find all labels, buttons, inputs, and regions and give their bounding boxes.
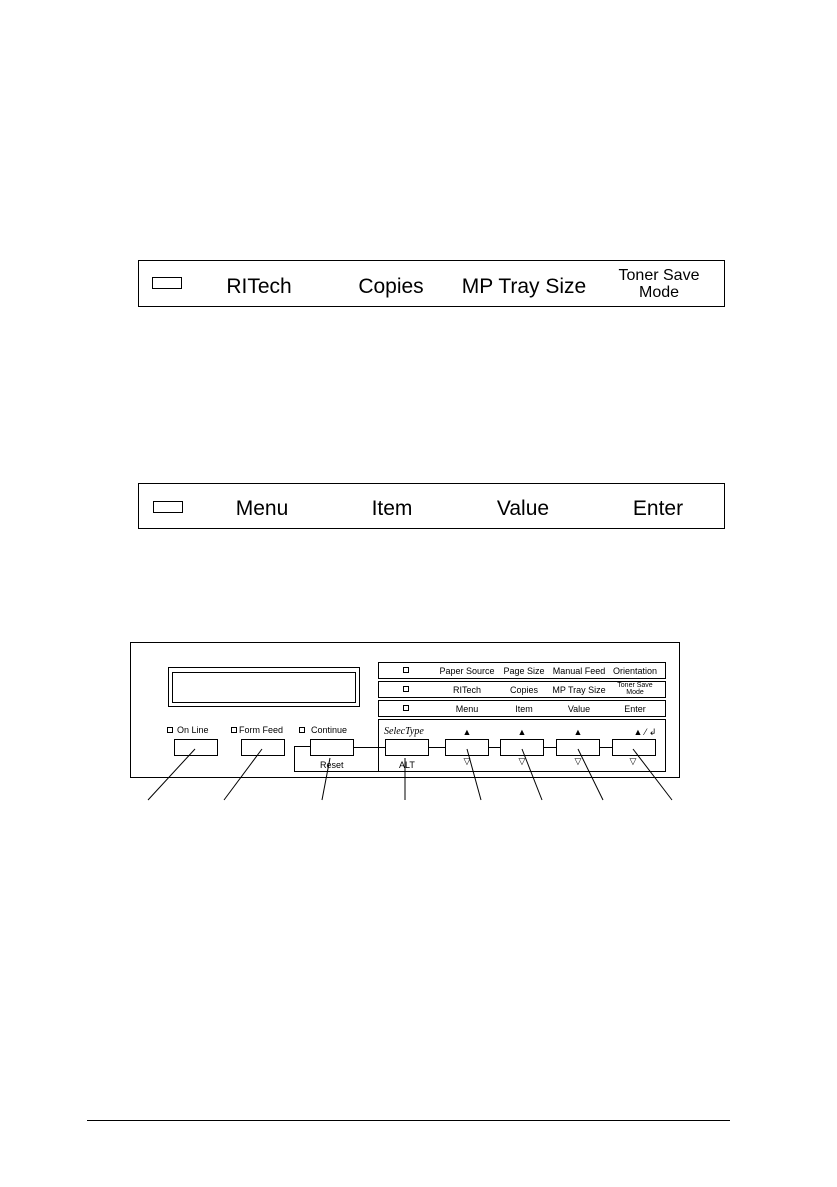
leader-line [148, 749, 195, 800]
row3-label: Enter [624, 704, 646, 714]
down-arrow-icon: ▽ [463, 756, 471, 766]
down-arrow-icon: ▽ [574, 756, 582, 766]
up-arrow-icon: ▲ [573, 727, 583, 737]
strip-label-mp-tray-size: MP Tray Size [461, 275, 587, 298]
leader-line [224, 749, 262, 800]
strip-label-enter: Enter [632, 497, 684, 520]
row3-label: Menu [455, 704, 479, 714]
up-arrow-icon: ▲ [517, 727, 527, 737]
strip-label-copies: Copies [358, 275, 424, 298]
strip-label-menu: Menu [235, 497, 289, 520]
row2-label: RITech [452, 685, 482, 695]
strip-label-toner-save-mode: Toner Save Mode [618, 267, 700, 301]
up-arrow-icon: ▲ [462, 727, 472, 737]
strip-label-value: Value [496, 497, 550, 520]
down-arrow-icon: ▽ [518, 756, 526, 766]
enter-symbol-icon: ▲ ⁄ ↲ [633, 727, 657, 737]
strip-label-ritech: RITech [226, 275, 292, 298]
alt-label: ALT [399, 760, 415, 770]
row2-label: Copies [509, 685, 539, 695]
row1-label: Orientation [612, 666, 658, 676]
row2-label: Toner Save Mode [617, 682, 653, 696]
leader-line [522, 749, 542, 800]
row3-label: Item [515, 704, 533, 714]
row3-label: Value [567, 704, 591, 714]
formfeed-label: Form Feed [239, 725, 284, 735]
row1-label: Manual Feed [552, 666, 606, 676]
leader-line [467, 749, 481, 800]
row1-label: Page Size [503, 666, 545, 676]
footer-rule [87, 1120, 730, 1121]
continue-label: Continue [311, 725, 348, 735]
leader-line [633, 749, 672, 800]
row1-label: Paper Source [439, 666, 495, 676]
strip-label-item: Item [371, 497, 413, 520]
online-label: On Line [177, 725, 209, 735]
selectype-label: SelecType [384, 726, 424, 737]
row2-label: MP Tray Size [552, 685, 606, 695]
leader-line [322, 758, 330, 800]
reset-label: Reset [320, 760, 344, 770]
down-arrow-icon: ▽ [629, 756, 637, 766]
leader-line [578, 749, 603, 800]
